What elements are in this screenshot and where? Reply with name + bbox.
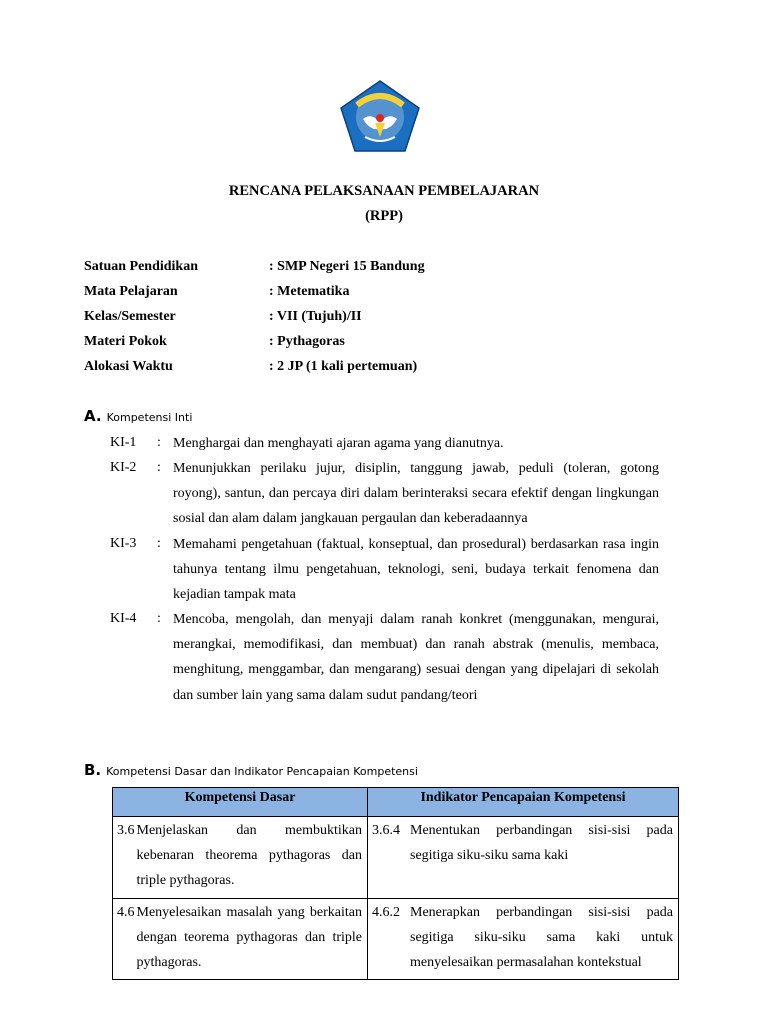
- kd-number: 4.6: [117, 904, 135, 920]
- ipk-number: 4.6.2: [372, 904, 400, 920]
- kd-number: 3.6: [117, 823, 135, 838]
- section-letter: A.: [84, 407, 102, 425]
- identity-label: Alokasi Waktu: [84, 359, 173, 374]
- table-cell-ipk: [368, 898, 679, 980]
- ki-text: Memahami pengetahuan (faktual, konseptual, dan prosedural) berdasarkan rasa ingin tahunya tentang ilmu pengetahuan, teknologi, seni, budaya terkait fenomena dan kejadian tampak mata: [173, 537, 659, 603]
- ki-separator: :: [157, 536, 161, 551]
- section-b-heading: [84, 760, 418, 779]
- identity-value: : 2 JP (1 kali pertemuan): [269, 359, 418, 374]
- identity-value: : Metematika: [269, 284, 350, 299]
- ipk-text: Menentukan perbandingan sisi-sisi pada segitiga siku-siku sama kaki: [410, 823, 673, 864]
- ki-text: Menunjukkan perilaku jujur, disiplin, tanggung jawab, peduli (toleran, gotong royong), santun, dan percaya diri dalam berinteraksi secara efektif dengan lingkungan sosial dan alam dalam jangkauan pergaulan dan keberadaannya: [173, 461, 659, 527]
- kd-text: Menyelesaikan masalah yang berkaitan dengan teorema pythagoras dan triple pythagoras.: [136, 904, 362, 971]
- table-row: [113, 817, 679, 899]
- identity-label: Satuan Pendidikan: [84, 259, 198, 274]
- identity-value: : VII (Tujuh)/II: [269, 309, 362, 324]
- table-header-ipk: Indikator Pencapaian Kompetensi: [368, 788, 679, 817]
- ki-text: Menghargai dan menghayati ajaran agama yang dianutnya.: [173, 436, 504, 451]
- tut-wuri-handayani-logo: [339, 79, 421, 153]
- competency-table: [112, 787, 679, 980]
- kd-text: Menjelaskan dan membuktikan kebenaran theorema pythagoras dan triple pythagoras.: [136, 823, 362, 889]
- ki-separator: :: [157, 435, 161, 450]
- table-header-row: [113, 788, 679, 817]
- identity-value: : Pythagoras: [269, 334, 345, 349]
- ki-text: Mencoba, mengolah, dan menyaji dalam ranah konkret (menggunakan, mengurai, merangkai, memodifikasi, dan membuat) dan ranah abstrak (menulis, membaca, menghitung, menggambar, dan mengarang) sesuai dengan yang dipelajari di sekolah dan sumber lain yang sama dalam sudut pandang/teori: [173, 612, 659, 703]
- identity-label: Mata Pelajaran: [84, 284, 178, 299]
- document-subtitle: (RPP): [365, 208, 403, 224]
- document-title: RENCANA PELAKSANAAN PEMBELAJARAN: [228, 183, 540, 199]
- section-title: Kompetensi Inti: [106, 411, 193, 424]
- ipk-text: Menerapkan perbandingan sisi-sisi pada segitiga siku-siku sama kaki untuk menyelesaikan permasalahan kontekstual: [410, 904, 673, 971]
- ki-code: KI-2: [110, 460, 137, 475]
- table-cell-kd: [113, 817, 368, 899]
- ki-code: KI-4: [110, 611, 137, 626]
- section-title: Kompetensi Dasar dan Indikator Pencapaian Kompetensi: [106, 765, 418, 778]
- section-a-heading: [84, 406, 192, 425]
- table-cell-ipk: [368, 817, 679, 899]
- ipk-number: 3.6.4: [372, 823, 400, 838]
- ki-separator: :: [157, 460, 161, 475]
- ki-separator: :: [157, 611, 161, 626]
- table-cell-kd: [113, 898, 368, 980]
- section-letter: B.: [84, 761, 102, 779]
- identity-value: : SMP Negeri 15 Bandung: [269, 259, 425, 274]
- ki-code: KI-3: [110, 536, 137, 551]
- identity-label: Materi Pokok: [84, 334, 167, 349]
- identity-label: Kelas/Semester: [84, 309, 176, 324]
- ki-code: KI-1: [110, 435, 137, 450]
- table-header-kd: Kompetensi Dasar: [113, 788, 368, 817]
- table-row: [113, 898, 679, 980]
